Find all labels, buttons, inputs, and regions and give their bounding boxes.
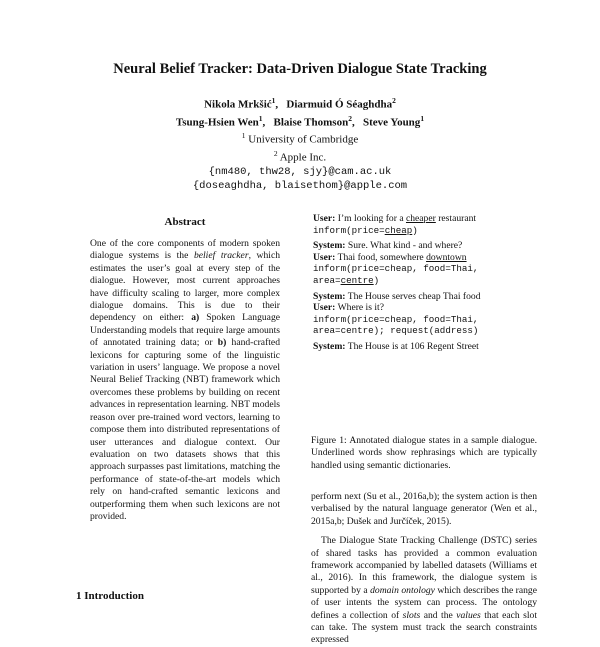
body-text-run: The Dialogue State Tracking Challenge (DSTC) series of shared tasks has provided a common evaluation framework accompanied by labelled datasets (Williams et al., 2016). In this framework, the dialogue system is supported by a [311,535,537,596]
affiliation-mark: 2 [273,148,278,158]
dialogue-turn-user [313,302,543,314]
author-name: Blaise Thomson [273,116,349,129]
affiliation-2 [0,147,600,165]
utterance-text: I’m looking for a [335,213,406,224]
affiliation-mark: 1 [241,131,246,141]
speaker-label: User: [313,251,336,263]
dialogue-state [313,325,543,337]
abstract-text: hand-crafted lexicons for capturing some of the linguistic variation in users’ language. We propose a novel Neural Belief Tracking (NBT) framework which overcomes these problems by building on recent advances in representation learning. NBT models reason over pre-trained word vectors, learning to compose them into distributed representations of user utterances and dialogue context. Our evaluation on two datasets shows that this approach surpasses past limitations, matching the performance of state-of-the-art models which rely on hand-crafted semantic lexicons and outperforming them when such lexicons are not provided. [90,337,280,522]
abstract-list-mark: b) [217,337,227,349]
dialogue-state [313,263,543,275]
body-emphasis: slots [402,609,421,621]
rephrased-word: cheaper [405,213,436,224]
state-value: centre [340,274,374,286]
figure-caption: Figure 1: Annotated dialogue states in a sample dialogue. Underlined words show rephrasings which are typically handled using semantic dictionaries. [311,435,537,471]
email-line-1: {nm480, thw28, sjy}@cam.ac.uk [208,165,392,178]
dialogue-turn-user [313,213,543,225]
author-name: Nikola Mrkšić [204,98,272,111]
affiliation-mark: 2 [392,96,396,105]
affiliation-name: Apple Inc. [279,151,327,164]
state-text: inform(price=cheap, food=Thai, [313,313,479,325]
body-emphasis: domain ontology [370,584,435,596]
dialogue-turn-system [313,291,543,303]
rephrased-word: downtown [426,251,467,263]
abstract-list-mark: a) [191,312,200,324]
utterance-text: Thai food, somewhere [335,251,427,263]
author-name: Diarmuid Ó Séaghdha [286,98,393,111]
dialogue-figure [313,213,543,353]
speaker-label: User: [313,213,336,224]
affiliation-name: University of Cambridge [248,133,359,146]
affiliation-mark: 1 [271,96,276,105]
affiliation-mark: 1 [258,113,263,123]
author-name: Steve Young [362,116,421,129]
body-text-run: which describes the range of user intents the system can process. The ontology defines a collection of [311,584,537,621]
state-text: ) [373,274,380,286]
section-heading-introduction: 1 Introduction [76,590,144,602]
state-text: area= [313,274,341,286]
body-text-run: and the [420,609,457,621]
abstract-text: Spoken Language Understanding models that require large amounts of annotated training data; or [90,312,280,349]
abstract-heading: Abstract [164,216,206,228]
paper-title: Neural Belief Tracker: Data-Driven Dialogue State Tracking [113,61,487,77]
affiliation-1 [0,129,600,147]
dialogue-turn-system [313,341,543,353]
speaker-label: User: [313,302,336,314]
speaker-label: System: [313,240,346,252]
dialogue-turn-system [313,240,543,252]
author-line-1: Nikola Mrkšić$^1$, Diarmuid Ó Séaghdha$^2$ [204,96,396,111]
speaker-label: System: [313,340,346,352]
author-name: Tsung-Hsien Wen [175,116,259,129]
state-value: cheap [384,224,413,236]
state-text: area=centre); request(address) [313,325,479,337]
utterance-text: restaurant [435,213,477,224]
author-line-2: Tsung-Hsien Wen$^1$, Blaise Thomson$^2$, Steve Young$^1$ [175,113,425,129]
email-line-2: {doseaghdha, blaisethom}@apple.com [192,179,408,192]
abstract-body [90,238,280,523]
body-paragraph [311,535,537,647]
state-text: ) [412,224,418,236]
dialogue-turn-user [313,252,543,264]
author-block [0,94,600,193]
dialogue-state [313,275,543,287]
speaker-label: System: [313,290,346,302]
body-paragraph: perform next (Su et al., 2016a,b); the system action is then verbalised by the natural language generator (Wen et al., 2015a,b; Dušek and Jurčíček, 2015). [311,491,537,527]
affiliation-mark: 2 [348,113,352,123]
dialogue-state [313,314,543,326]
abstract-text: , which estimates the user’s goal at every step of the dialogue. However, most current approaches have difficulty scaling to larger, more complex dialogue domains. This is due to their dependency on either: [90,250,281,324]
body-emphasis: values [456,609,481,621]
affiliation-mark: 1 [420,113,425,123]
utterance-text: Where is it? [335,302,384,314]
state-text: inform(price=cheap, food=Thai, [313,263,479,275]
body-text [311,491,537,647]
body-text-run: that each slot can take. The system must track the search constraints expressed [311,609,537,646]
utterance-text: The House is at 106 Regent Street [345,340,479,352]
utterance-text: Sure. What kind - and where? [345,240,463,252]
abstract-emphasis: belief tracker [193,250,249,262]
state-text: inform(price= [313,224,385,236]
utterance-text: The House serves cheap Thai food [345,290,481,302]
dialogue-state [313,225,543,237]
abstract-text: One of the core components of modern spoken dialogue systems is the [90,238,280,262]
